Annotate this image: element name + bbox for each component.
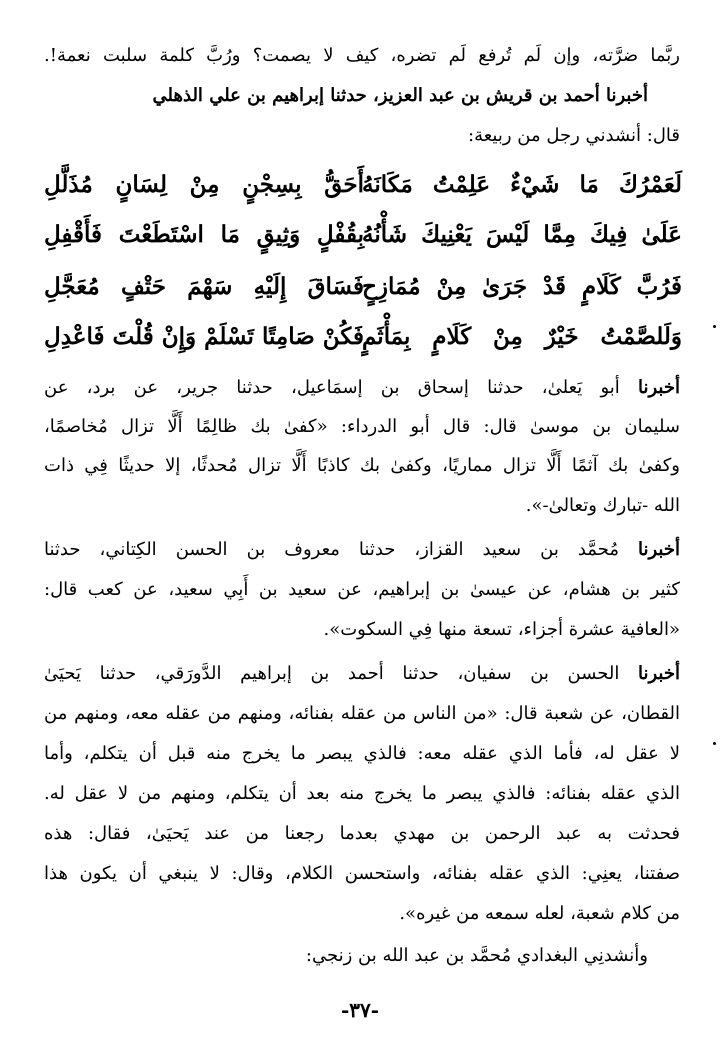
verse-second-hemistich: فَسَاقَ إِلَيْهِ سَهْمَ حَتْفٍ مُعَجَّلِ <box>44 273 364 300</box>
verse-second-hemistich: بِقُفْلٍ وَثِيقٍ مَا اسْتَطَعْتَ فَأَقْفِلِ <box>44 221 364 248</box>
text-line: سليمان بن موسىٰ قال: قال أبو الدرداء: «كفىٰ بك ظالِمًا أَلَّا تزال مُخاصمًا، <box>44 416 680 437</box>
verse-second-hemistich: أَحَقُّ بِسِجْنٍ مِنْ لِسَانٍ مُذَلَّلِ <box>44 171 364 198</box>
text-line: «العافية عشرة أجزاء، تسعة منها فِي السكوت». <box>323 619 680 640</box>
text-line: ربَّما ضرَّته، وإن لَم تُرفع لَم تضره، كيف لا يصمت؟ ورُبَّ كلمة سلبت نعمة!. <box>44 45 680 66</box>
isnad-lead-word: أخبرنا <box>638 663 680 684</box>
poem-verse <box>44 216 682 254</box>
text-line: أخبرنا أحمد بن قريش بن عبد العزيز، حدثنا إبراهيم بن علي الذهلي <box>152 85 648 106</box>
text-line: وأنشدنِي البغدادي مُحمَّد بن عبد الله بن زنجي: <box>305 945 648 966</box>
text-line: كثير بن هشام، عن عيسىٰ بن إبراهيم، عن سعيد بن أَبِي سعيد، عن كعب قال: <box>44 579 680 600</box>
text-line: صفتنا، يعنِي: الذي عقله بفنائه، واستحسن الكلام، وقال: لا ينبغي أن يكون هذا <box>44 863 680 884</box>
text-line: وكفىٰ بك آثمًا أَلَّا تزال مماريًا، وكفىٰ بك كاذبًا أَلَّا تزال مُحدثًا، إلا حديثًا فِي ذات <box>44 455 680 476</box>
isnad-lead-word: أخبرنا <box>638 377 680 398</box>
scan-mark <box>713 742 716 745</box>
text-line: لا عقل له، فأما الذي عقله معه: فالذي يبصر ما يخرج منه قبل أن يتكلم، وأما <box>44 743 680 764</box>
text-line: أخبرنا الحسن بن سفيان، حدثنا أحمد بن إبراهيم الدَّورَقي، حدثنا يَحيَىٰ <box>44 663 680 684</box>
verse-first-hemistich: لَعَمْرُكَ مَا شَيْءٌ عَلِمْتُ مَكَانَهُ <box>362 171 682 198</box>
verse-first-hemistich: فَرُبَّ كَلَامٍ قَدْ جَرَىٰ مِنْ مُمَازِحٍ <box>362 273 682 300</box>
text-line: فحدثت به عبد الرحمن بن مهدي بعدما رجعنا من عند يَحيَىٰ، فقال: هذه <box>44 823 680 844</box>
verse-second-hemistich: فَكُنْ صَامِتًا تَسْلَمْ وَإِنْ قُلْتَ فَاعْدِلِ <box>44 323 364 350</box>
poem-verse <box>44 318 682 356</box>
scan-mark <box>713 325 716 328</box>
text-line: قال: أنشدني رجل من ربيعة: <box>468 125 680 146</box>
page-number: -٣٧- <box>340 998 380 1022</box>
text-line: أخبرنا أبو يَعلىٰ، حدثنا إسحاق بن إسمَاعيل، حدثنا جرير، عن برد، عن <box>44 377 680 398</box>
text-line: أخبرنا مُحمَّد بن سعيد القزاز، حدثنا معروف بن الحسن الكِتاني، حدثنا <box>44 539 680 560</box>
text-line: الله -تبارك وتعالىٰ-». <box>525 495 680 516</box>
isnad-lead-word: أخبرنا <box>638 539 680 560</box>
verse-first-hemistich: وَلَلصَّمْتُ خَيْرٌ مِنْ كَلَامٍ بِمَأْثَمٍ <box>362 323 682 350</box>
text-line: القطان، عن شعبة قال: «من الناس من عقله بفنائه، ومنهم من عقله معه، ومنهم من <box>44 703 680 724</box>
poem-verse <box>44 268 682 306</box>
poem-verse <box>44 166 682 204</box>
text-line: الذي عقله بفنائه: فالذي يبصر ما يخرج منه بعد أن يتكلم، ومنهم من لا عقل له. <box>44 783 680 804</box>
verse-first-hemistich: عَلَىٰ فِيكَ مِمَّا لَيْسَ يَعْنِيكَ شَأْنُهُ <box>362 221 682 248</box>
text-line: من كلام شعبة، لعله سمعه من غيره». <box>399 903 680 924</box>
